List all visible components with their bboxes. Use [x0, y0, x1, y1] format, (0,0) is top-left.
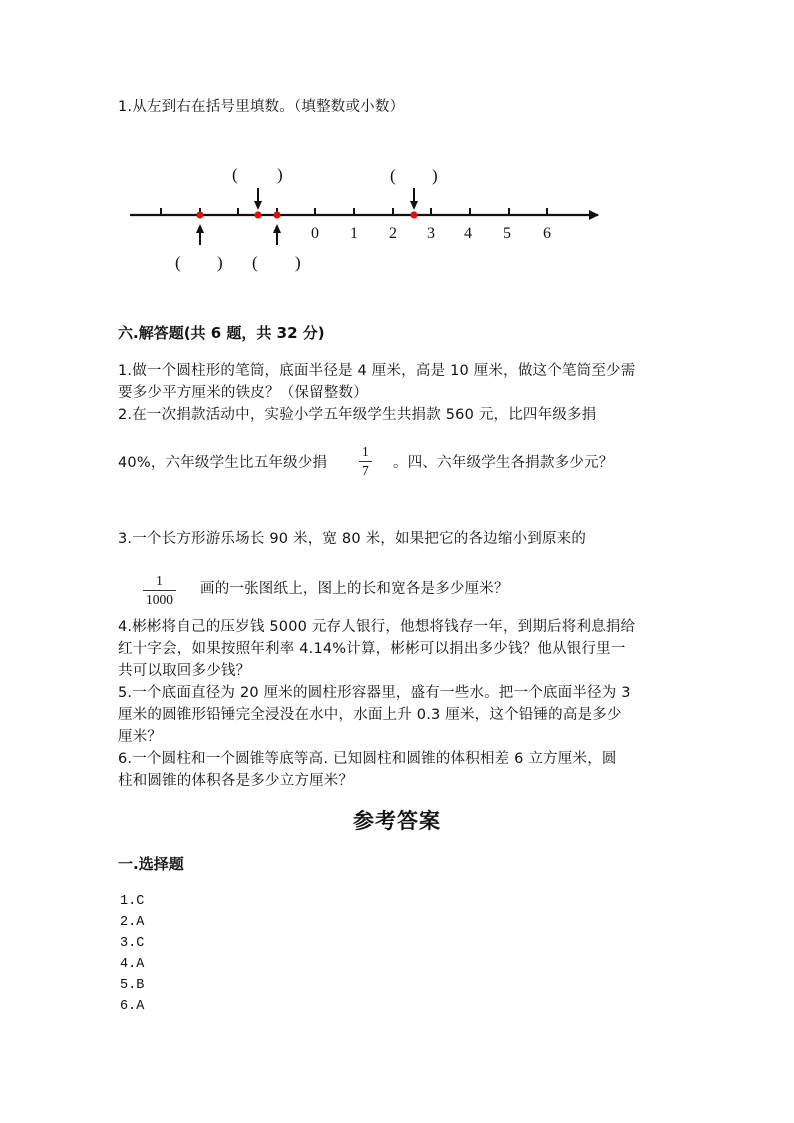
tick-label-1: 1	[350, 225, 358, 242]
blank-top-1[interactable]	[232, 165, 283, 184]
q2-line-2-after: 。四、六年级学生各捐款多少元？	[393, 455, 614, 471]
section-6-title: 六.解答题(共 6 题，共 32 分)	[118, 324, 325, 342]
svg-text:): )	[295, 253, 301, 272]
answer-item: 2.A	[120, 915, 145, 930]
down-arrow-icon	[410, 188, 418, 210]
point-a	[196, 211, 203, 218]
svg-text:): )	[432, 166, 438, 185]
answer-item: 6.A	[120, 999, 145, 1014]
q3-fraction-numerator: 1	[156, 573, 163, 588]
svg-text:(: (	[175, 253, 181, 272]
tick-label-6: 6	[543, 225, 551, 242]
svg-text:): )	[217, 253, 223, 272]
number-line-figure	[0, 0, 794, 300]
number-line-question-prompt: 1.从左到右在括号里填数。（填整数或小数）	[118, 99, 405, 115]
answers-title: 参考答案	[353, 808, 441, 833]
point-b	[254, 211, 261, 218]
q2-line-2-before: 40%，六年级学生比五年级少捐	[118, 455, 328, 471]
q3-line-1: 3.一个长方形游乐场长 90 米，宽 80 米，如果把它的各边缩小到原来的	[118, 531, 587, 547]
answers-section-1-title: 一.选择题	[118, 855, 184, 873]
blank-bottom-1[interactable]	[175, 253, 223, 272]
tick-label-4: 4	[464, 225, 472, 242]
q6-line-1: 6.一个圆柱和一个圆锥等底等高. 已知圆柱和圆锥的体积相差 6 立方厘米，圆	[118, 751, 617, 767]
fraction-bar	[359, 461, 372, 462]
svg-text:(: (	[252, 253, 258, 272]
svg-text:): )	[277, 165, 283, 184]
q2-fraction-denominator: 7	[362, 463, 369, 478]
q4-line-2: 红十字会，如果按照年利率 4.14%计算，彬彬可以捐出多少钱？他从银行里一	[118, 641, 626, 657]
q2-line-1: 2.在一次捐款活动中，实验小学五年级学生共捐款 560 元，比四年级多捐	[118, 407, 597, 423]
q2-fraction-numerator: 1	[362, 444, 369, 459]
answer-item: 1.C	[120, 894, 145, 909]
q5-line-3: 厘米？	[118, 729, 163, 745]
blank-bottom-2[interactable]	[252, 253, 301, 272]
point-c	[273, 211, 280, 218]
svg-text:(: (	[390, 166, 396, 185]
q1-line-2: 要多少平方厘米的铁皮？（保留整数）	[118, 385, 368, 401]
tick-label-2: 2	[389, 225, 397, 242]
up-arrow-icon	[196, 224, 204, 245]
tick-label-3: 3	[427, 225, 435, 242]
q2-fraction	[359, 444, 372, 479]
q6-line-2: 柱和圆锥的体积各是多少立方厘米？	[118, 773, 354, 789]
svg-text:(: (	[232, 165, 238, 184]
q3-line-2-after: 画的一张图纸上，图上的长和宽各是多少厘米？	[200, 581, 509, 597]
q4-line-3: 共可以取回多少钱？	[118, 663, 251, 679]
q3-fraction-denominator: 1000	[146, 592, 173, 607]
answer-item: 3.C	[120, 936, 145, 951]
q4-line-1: 4.彬彬将自己的压岁钱 5000 元存人银行，他想将钱存一年，到期后将利息捐给	[118, 619, 636, 635]
tick-label-5: 5	[503, 225, 511, 242]
down-arrow-icon	[254, 188, 262, 210]
point-d	[410, 211, 417, 218]
axis-arrow-icon	[589, 210, 599, 220]
up-arrow-icon	[273, 224, 281, 245]
blank-top-2[interactable]	[390, 166, 438, 185]
fraction-bar	[143, 590, 176, 591]
q5-line-2: 厘米的圆锥形铅锤完全浸没在水中，水面上升 0.3 厘米，这个铅锤的高是多少	[118, 707, 622, 723]
q3-fraction	[143, 573, 176, 608]
answer-item: 4.A	[120, 957, 145, 972]
q5-line-1: 5.一个底面直径为 20 厘米的圆柱形容器里，盛有一些水。把一个底面半径为 3	[118, 685, 631, 701]
tick-label-0: 0	[311, 225, 319, 242]
q1-line-1: 1.做一个圆柱形的笔筒，底面半径是 4 厘米，高是 10 厘米，做这个笔筒至少需	[118, 363, 636, 379]
answer-item: 5.B	[120, 978, 145, 993]
